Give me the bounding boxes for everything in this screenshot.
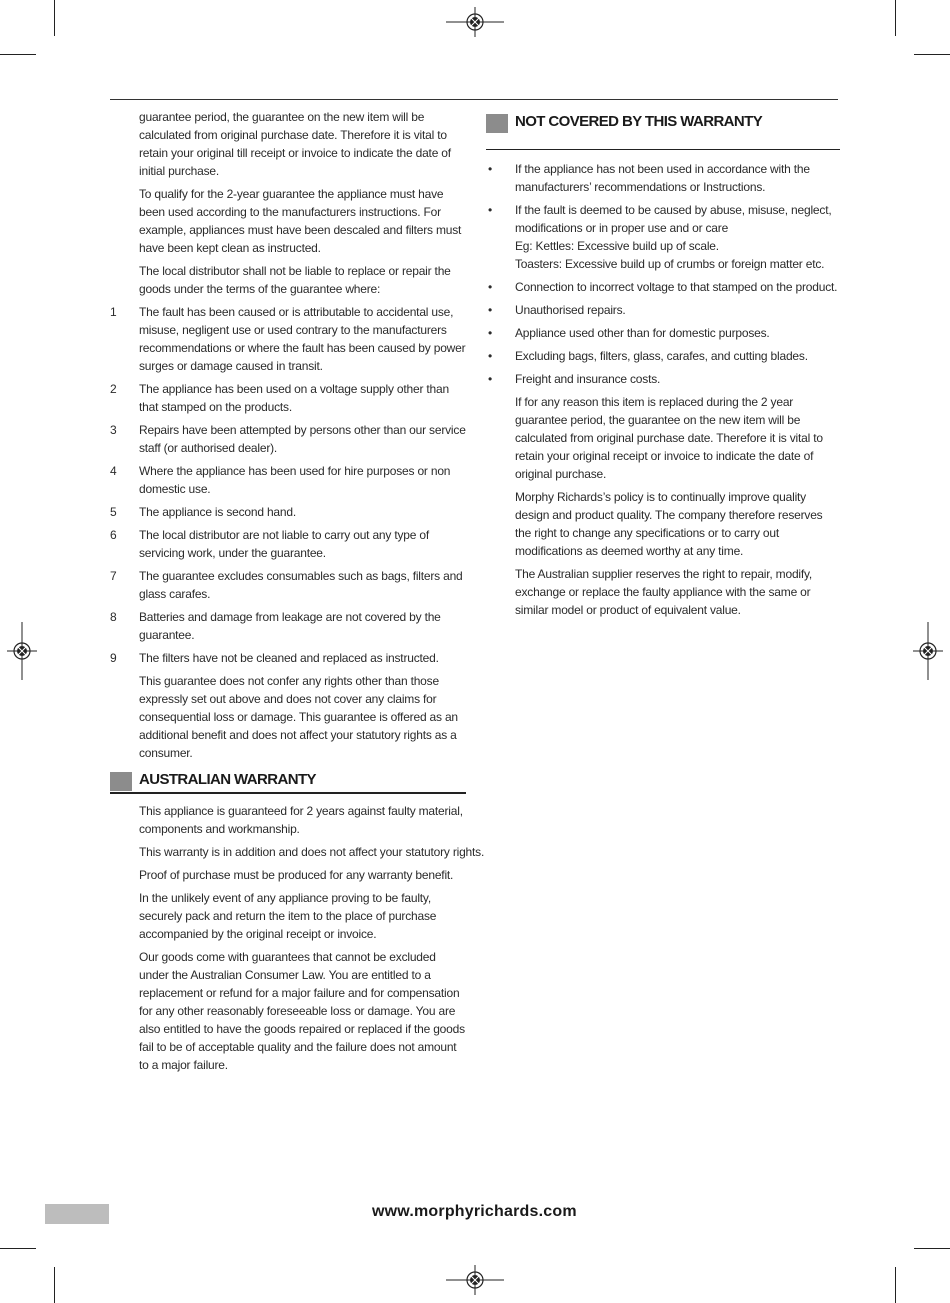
list-text: Unauthorised repairs. xyxy=(515,303,626,317)
not-covered-heading xyxy=(486,112,840,150)
list-item xyxy=(110,303,466,375)
bullet-icon: • xyxy=(488,326,493,340)
replacement-paragraph: If for any reason this item is replaced during the 2 year guarantee period, the guarantee on the new item will be calculated from original purchase date. Therefore it is vital to retain your original receipt or invoice to indicate the date of original purchase. xyxy=(515,395,823,481)
heading-text: NOT COVERED BY THIS WARRANTY xyxy=(515,113,763,130)
list-item xyxy=(110,380,466,416)
list-item xyxy=(110,462,466,498)
list-item xyxy=(110,503,466,521)
australian-paragraph-3: Proof of purchase must be produced for any warranty benefit. xyxy=(139,868,454,882)
registration-mark-bottom-icon xyxy=(446,1265,504,1295)
page-number-box xyxy=(45,1204,109,1224)
list-item xyxy=(486,347,840,365)
list-text: Repairs have been attempted by persons other than our service staff (or authorised dealer). xyxy=(139,423,466,455)
list-item xyxy=(486,370,840,388)
bullet-icon: • xyxy=(488,303,493,317)
list-text: Excluding bags, filters, glass, carafes, and cutting blades. xyxy=(515,349,808,363)
list-item xyxy=(486,301,840,319)
list-number: 5 xyxy=(110,505,117,519)
list-item xyxy=(110,421,466,457)
list-number: 9 xyxy=(110,651,117,665)
supplier-paragraph: The Australian supplier reserves the right to repair, modify, exchange or replace the faulty appliance with the same or similar model or product of equivalent value. xyxy=(515,567,813,617)
list-text: Batteries and damage from leakage are not covered by the guarantee. xyxy=(139,610,441,642)
list-item xyxy=(486,324,840,342)
list-number: 2 xyxy=(110,382,117,396)
list-text: The appliance has been used on a voltage supply other than that stamped on the products. xyxy=(139,382,449,414)
intro-paragraph-3: The local distributor shall not be liable to replace or repair the goods under the terms of the guarantee where: xyxy=(139,264,451,296)
intro-paragraph-1: guarantee period, the guarantee on the new item will be calculated from original purchase date. Therefore it is vital to retain your original till receipt or invoice to indicate the date of initial purchase. xyxy=(139,110,451,178)
list-number: 4 xyxy=(110,464,117,478)
bullet-icon: • xyxy=(488,203,493,217)
list-number: 6 xyxy=(110,528,117,542)
heading-marker xyxy=(486,114,508,133)
bullet-icon: • xyxy=(488,280,493,294)
list-text: If the appliance has not been used in accordance with the manufacturers’ recommendations or Instructions. xyxy=(515,162,810,194)
australian-paragraph-5: Our goods come with guarantees that cannot be excluded under the Australian Consumer Law. You are entitled to a replacement or refund for a major failure and for compensation for any other reasonably foreseeable loss or damage. You are also entitled to have the goods repaired or replaced if the goods fail to be of acceptable quality and the failure does not amount to a major failure. xyxy=(139,950,465,1072)
list-text: The local distributor are not liable to carry out any type of servicing work, under the guarantee. xyxy=(139,528,429,560)
list-text: The guarantee excludes consumables such as bags, filters and glass carafes. xyxy=(139,569,463,601)
bullet-icon: • xyxy=(488,372,493,386)
list-text: Freight and insurance costs. xyxy=(515,372,661,386)
top-rule xyxy=(110,99,838,100)
heading-underline xyxy=(110,792,466,794)
crop-mark-br-h xyxy=(914,1248,950,1249)
heading-underline xyxy=(486,149,840,150)
australian-paragraph-4: In the unlikely event of any appliance proving to be faulty, securely pack and return the item to the place of purchase accompanied by the original receipt or invoice. xyxy=(139,891,437,941)
bullet-icon: • xyxy=(488,349,493,363)
closing-paragraph: This guarantee does not confer any rights other than those expressly set out above and does not cover any claims for consequential loss or damage. This guarantee is offered as an additional benefit and does not affect your statutory rights as a consumer. xyxy=(139,674,458,760)
registration-mark-top-icon xyxy=(446,7,504,37)
bullet-list xyxy=(486,160,840,388)
bullet-icon: • xyxy=(488,162,493,176)
list-item xyxy=(486,201,840,273)
list-text: The filters have not be cleaned and replaced as instructed. xyxy=(139,651,439,665)
crop-mark-tl-h xyxy=(0,54,36,55)
crop-mark-br-v xyxy=(895,1267,896,1303)
crop-mark-tl-v xyxy=(54,0,55,36)
crop-mark-bl-h xyxy=(0,1248,36,1249)
list-number: 1 xyxy=(110,305,117,319)
list-item xyxy=(110,608,466,644)
list-text: Connection to incorrect voltage to that stamped on the product. xyxy=(515,280,838,294)
australian-paragraph-1: This appliance is guaranteed for 2 years against faulty material, components and workmanship. xyxy=(139,804,463,836)
right-column xyxy=(486,108,840,624)
list-text: The fault has been caused or is attributable to accidental use, misuse, negligent use or used contrary to the manufacturers recommendations or where the fault has been caused by power surges or damage caused in transit. xyxy=(139,305,466,373)
list-text: If the fault is deemed to be caused by abuse, misuse, neglect, modifications or in proper use and or care Eg: Kettles: Excessive build up of scale. Toasters: Excessive build up of crumbs or foreign matter etc. xyxy=(515,203,832,271)
heading-marker xyxy=(110,772,132,791)
australian-warranty-heading xyxy=(110,770,466,794)
list-item xyxy=(110,567,466,603)
crop-mark-tr-v xyxy=(895,0,896,36)
left-column xyxy=(110,108,485,1079)
intro-paragraph-2: To qualify for the 2-year guarantee the appliance must have been used according to the manufacturers instructions. For example, appliances must have been descaled and filters must have been kept clean as instructed. xyxy=(139,187,462,255)
list-text: The appliance is second hand. xyxy=(139,505,296,519)
list-text: Where the appliance has been used for hire purposes or non domestic use. xyxy=(139,464,451,496)
list-number: 8 xyxy=(110,610,117,624)
list-item xyxy=(110,526,466,562)
list-number: 3 xyxy=(110,423,117,437)
heading-text: AUSTRALIAN WARRANTY xyxy=(139,771,316,788)
website-url[interactable]: www.morphyrichards.com xyxy=(372,1203,577,1220)
list-item xyxy=(110,649,466,667)
list-item xyxy=(486,160,840,196)
list-text: Appliance used other than for domestic purposes. xyxy=(515,326,770,340)
numbered-list xyxy=(110,303,466,667)
crop-mark-bl-v xyxy=(54,1267,55,1303)
policy-paragraph: Morphy Richards’s policy is to continually improve quality design and product quality. The company therefore reserves the right to change any specifications or to carry out modifications as deemed worthy at any time. xyxy=(515,490,823,558)
crop-mark-tr-h xyxy=(914,54,950,55)
registration-mark-right-icon xyxy=(913,622,943,680)
list-item xyxy=(486,278,840,296)
list-number: 7 xyxy=(110,569,117,583)
registration-mark-left-icon xyxy=(7,622,37,680)
australian-paragraph-2: This warranty is in addition and does not affect your statutory rights. xyxy=(139,845,485,859)
